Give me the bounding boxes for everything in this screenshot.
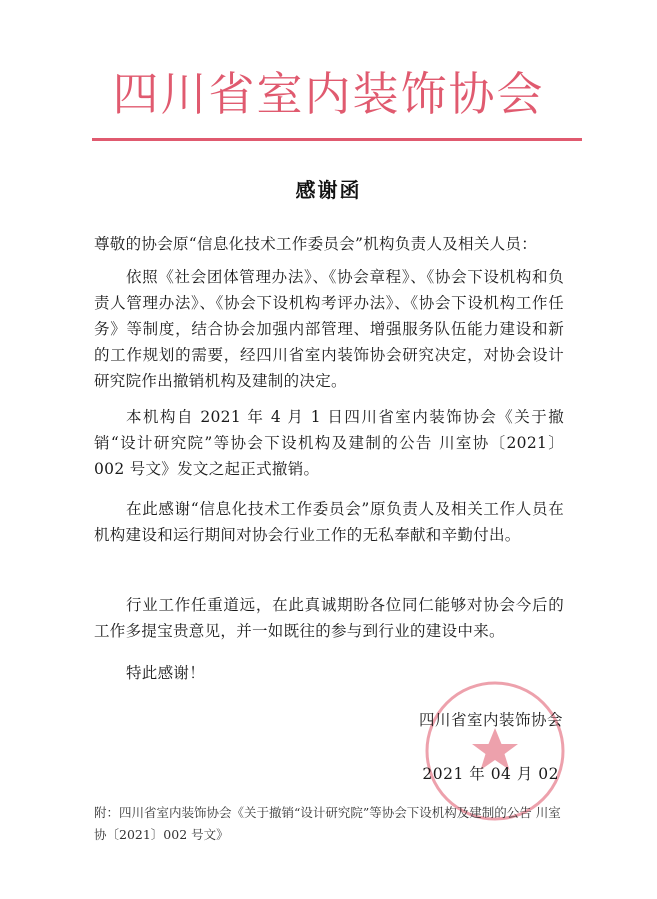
letterhead-org-name: 四川省室内装饰协会 (112, 67, 545, 121)
letterhead-rule (92, 138, 582, 141)
signature-org: 四川省室内装饰协会 (418, 711, 563, 729)
paragraph-4: 行业工作任重道远，在此真诚期盼各位同仁能够对协会今后的工作多提宝贵意见，并一如既往的参与到行业的建设中来。 (94, 596, 564, 640)
signature-date: 2021 年 04 月 02 (422, 765, 559, 783)
document-title: 感谢函 (295, 178, 362, 202)
paragraph-2: 本机构自 2021 年 4 月 1 日四川省室内装饰协会《关于撤销“设计研究院”等协会下设机构及建制的公告 川室协〔2021〕002 号文》发文之起正式撤销。 (94, 408, 564, 478)
paragraph-3: 在此感谢“信息化技术工作委员会”原负责人及相关工作人员在机构建设和运行期间对协会行业工作的无私奉献和辛勤付出。 (94, 500, 564, 544)
attachment-note: 附：四川省室内装饰协会《关于撤销“设计研究院”等协会下设机构及建制的公告 川室协〔2021〕002 号文》 (94, 805, 561, 842)
paragraph-5: 特此感谢！ (126, 664, 206, 682)
paragraph-1: 依照《社会团体管理办法》、《协会章程》、《协会下设机构和负责人管理办法》、《协会下设机构考评办法》、《协会下设机构工作任务》等制度，结合协会加强内部管理、增强服务队伍能力建设和新的工作规划的需要，经四川省室内装饰协会研究决定，对协会设计研究院作出撤销机构及建制的决定。 (94, 268, 564, 390)
salutation: 尊敬的协会原“信息化技术工作委员会”机构负责人及相关人员： (94, 235, 538, 253)
